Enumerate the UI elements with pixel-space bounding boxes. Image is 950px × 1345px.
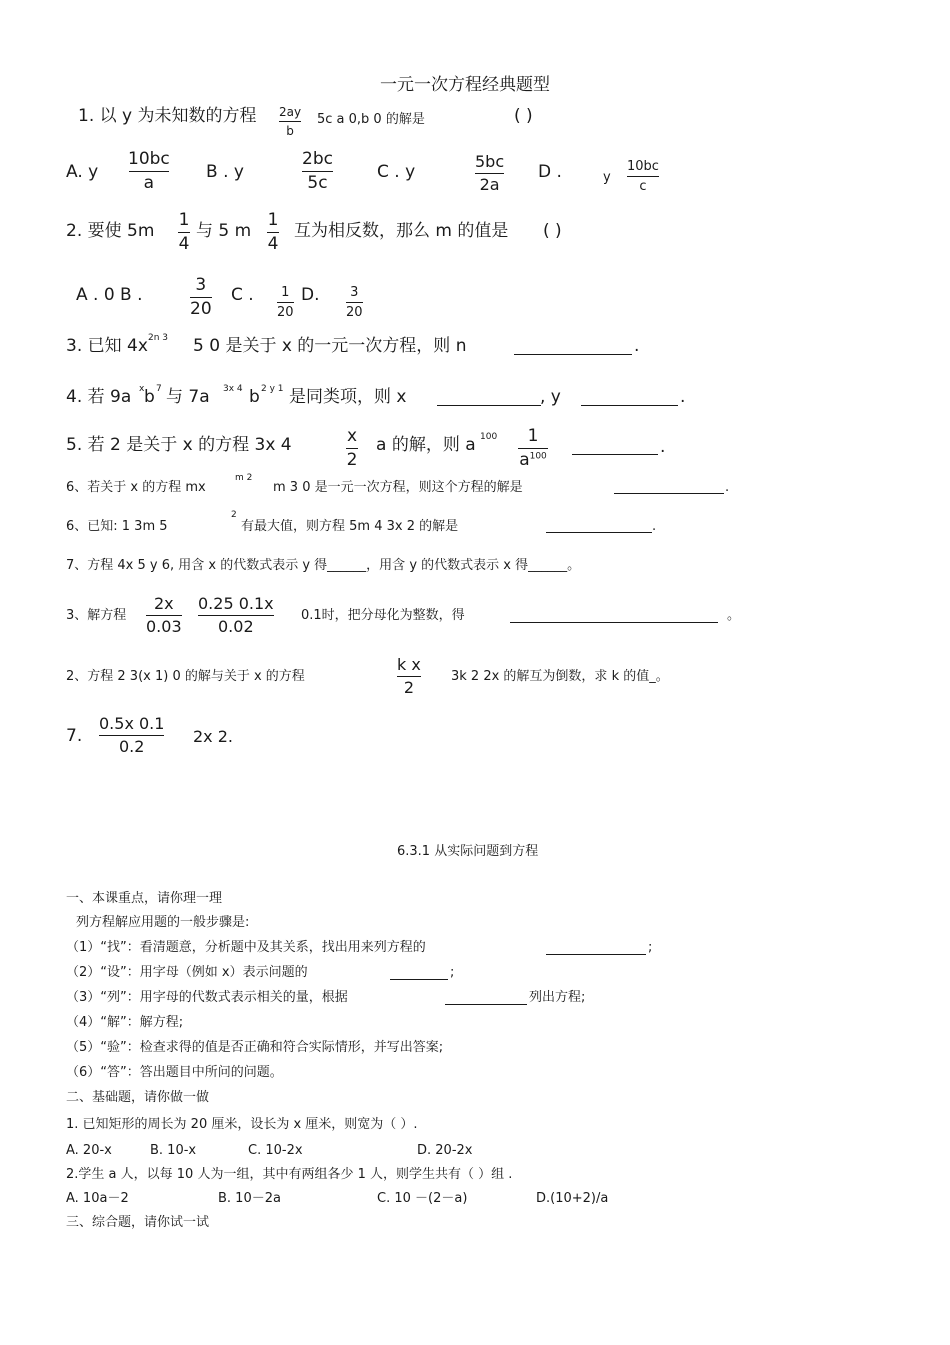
q3-answer-blank[interactable]	[514, 354, 632, 355]
q4-exp-2: 7	[156, 384, 162, 394]
q1-option-c-label: C . y	[377, 162, 416, 182]
q3-mid: 5 0 是关于 x 的一元一次方程，则 n	[193, 336, 467, 356]
q7b-pre: 7.	[66, 726, 83, 746]
problem-1-option-c: C. 10-2x	[248, 1143, 303, 1158]
problem-2-option-a: A. 10a－2	[66, 1191, 129, 1206]
q2b-fraction: k x 2	[397, 655, 421, 697]
q2b-post: 3k 2 2x 的解互为倒数，求 k 的值_。	[451, 669, 669, 684]
q4-b2: b	[249, 387, 260, 407]
problem-2-option-d: D.(10+2)/a	[536, 1191, 609, 1206]
q7b-post: 2x 2.	[193, 727, 233, 746]
heading-2: 二、基础题，请你做一做	[66, 1090, 210, 1105]
q3b-end: 。	[727, 608, 741, 623]
q2-post: 互为相反数，那么 m 的值是	[294, 221, 509, 241]
q6b-answer-blank[interactable]	[546, 532, 652, 533]
q4-exp-4: 2 y 1	[261, 384, 284, 394]
q2-option-d: D.	[301, 285, 320, 305]
problem-2: 2.学生 a 人，以每 10 人为一组，其中有两组各少 1 人，则学生共有（ ）组 .	[66, 1167, 513, 1182]
q2-paren: ( )	[543, 221, 562, 241]
problem-1-option-d: D. 20-2x	[417, 1143, 473, 1158]
q2-fraction-1: 1 4	[178, 210, 190, 254]
q4-y-blank[interactable]	[581, 405, 678, 406]
step-3-end: 列出方程;	[529, 990, 586, 1005]
q3b-pre: 3、解方程	[66, 608, 127, 623]
q1-option-b-label: B . y	[206, 162, 244, 182]
step-1-end: ;	[648, 940, 653, 955]
q4-y-label: , y	[540, 387, 561, 407]
intro-text: 列方程解应用题的一般步骤是:	[76, 915, 250, 930]
step-2-end: ;	[450, 965, 455, 980]
q3b-answer-blank[interactable]	[510, 622, 718, 623]
q5-fraction-2: 1 $a^{100}$	[519, 426, 547, 470]
page-title: 一元一次方程经典题型	[380, 75, 550, 95]
q1-fraction: 2ay b	[279, 105, 302, 138]
q4-x-blank[interactable]	[437, 405, 541, 406]
problem-1: 1. 已知矩形的周长为 20 厘米，设长为 x 厘米，则宽为（ ）.	[66, 1117, 418, 1132]
q3b-fraction-2: 0.25 0.1x 0.02	[198, 594, 274, 636]
q6a-pre: 6、若关于 x 的方程 mx	[66, 480, 206, 495]
question-7a: 7、方程 4x 5 y 6, 用含 x 的代数式表示 y 得______，用含 y 的代数式表示 x 得______。	[66, 558, 581, 573]
step-6: （6）“答”：答出题目中所问的问题。	[66, 1065, 283, 1080]
q2-fraction-2: 1 4	[267, 210, 279, 254]
q5-pre: 5. 若 2 是关于 x 的方程 3x 4	[66, 435, 292, 455]
step-4: （4）“解”：解方程;	[66, 1015, 184, 1030]
step-3: （3）“列”：用字母的代数式表示相关的量，根据	[66, 990, 348, 1005]
q1-paren: ( )	[514, 106, 533, 126]
q4-end: .	[680, 387, 686, 407]
q2b-pre: 2、方程 2 3(x 1) 0 的解与关于 x 的方程	[66, 669, 305, 684]
q2-option-d-fraction: 3 20	[346, 285, 363, 320]
problem-2-option-b: B. 10－2a	[218, 1191, 281, 1206]
q6a-end: .	[725, 480, 730, 495]
q4-exp-1: x	[139, 384, 145, 394]
step-2: （2）“设”：用字母（例如 x）表示问题的	[66, 965, 308, 980]
step-5: （5）“验”：检查求得的值是否正确和符合实际情形，并写出答案;	[66, 1040, 444, 1055]
problem-1-option-b: B. 10-x	[150, 1143, 197, 1158]
q1-option-c-fraction: 5bc 2a	[475, 152, 505, 194]
q1-option-b-fraction: 2bc 5c	[302, 149, 333, 193]
q5-fraction: x 2	[346, 426, 358, 470]
step-3-blank[interactable]	[445, 1004, 527, 1005]
heading-1: 一、本课重点，请你理一理	[66, 891, 223, 906]
q2-option-c: C .	[231, 285, 254, 305]
q3b-fraction-1: 2x 0.03	[146, 594, 182, 636]
step-1: （1）“找”：看清题意，分析题中及其关系，找出用来列方程的	[66, 940, 426, 955]
problem-2-option-c: C. 10 －(2－a)	[377, 1191, 468, 1206]
q4-pre: 4. 若 9a	[66, 387, 132, 407]
q3-pre: 3. 已知 4x	[66, 336, 148, 356]
q4-exp-3: 3x 4	[223, 384, 243, 394]
q3b-mid: 0.1时，把分母化为整数，得	[301, 608, 465, 623]
q2-pre: 2. 要使 5m	[66, 221, 155, 241]
q4-mid-1: 与 7a	[166, 387, 210, 407]
q1-option-d-fraction: 10bc c	[627, 159, 659, 194]
q1-option-a-label: A. y	[66, 162, 99, 182]
q2-mid: 与 5 m	[196, 221, 252, 241]
step-2-blank[interactable]	[390, 979, 448, 980]
q2-option-b-fraction: 3 20	[190, 275, 212, 319]
q6b-mid: 有最大值，则方程 5m 4 3x 2 的解是	[241, 519, 459, 534]
q1-stem: 1. 以 y 为未知数的方程	[78, 106, 257, 126]
q3-exponent: 2n 3	[148, 333, 169, 343]
q1-option-d-label: D .	[538, 162, 562, 182]
q4-b: b	[144, 387, 155, 407]
q1-option-a-fraction: 10bc a	[128, 149, 170, 193]
q2-option-a: A . 0 B .	[76, 285, 143, 305]
q6b-end: .	[652, 519, 657, 534]
q5-end: .	[660, 437, 666, 457]
problem-1-option-a: A. 20-x	[66, 1143, 112, 1158]
heading-3: 三、综合题，请你试一试	[66, 1215, 210, 1230]
q6b-pre: 6、已知: 1 3m 5	[66, 519, 168, 534]
q6b-exponent: 2	[231, 510, 237, 520]
q5-mid: a 的解，则 a	[376, 435, 476, 455]
q4-mid-2: 是同类项，则 x	[289, 387, 407, 407]
q6a-exponent: m 2	[235, 473, 253, 483]
q2-option-c-fraction: 1 20	[277, 285, 294, 320]
step-1-blank[interactable]	[546, 954, 646, 955]
q3-end: .	[634, 336, 640, 356]
q1-option-d-var: y	[603, 170, 611, 185]
q7b-fraction: 0.5x 0.1 0.2	[99, 714, 165, 756]
q6a-answer-blank[interactable]	[614, 493, 724, 494]
q5-exponent: 100	[480, 432, 498, 442]
q1-mid: 5c a 0,b 0 的解是	[317, 112, 425, 127]
section-title: 6.3.1 从实际问题到方程	[397, 844, 539, 859]
q6a-mid: m 3 0 是一元一次方程，则这个方程的解是	[273, 480, 523, 495]
q5-answer-blank[interactable]	[572, 454, 658, 455]
